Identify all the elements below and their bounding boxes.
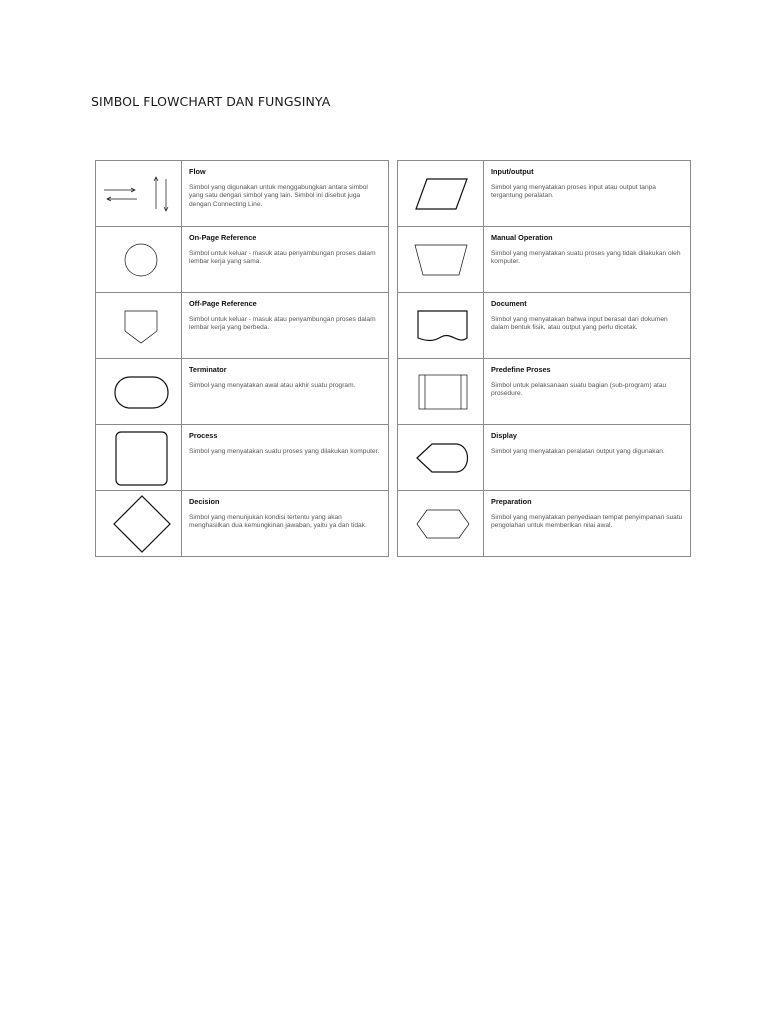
symbol-name: Off-Page Reference bbox=[189, 299, 257, 308]
description-cell bbox=[484, 161, 691, 227]
document-icon bbox=[401, 301, 481, 351]
table-row bbox=[96, 293, 389, 359]
on-page-reference-icon bbox=[99, 235, 179, 285]
table-row bbox=[398, 227, 691, 293]
description-cell bbox=[484, 359, 691, 425]
predefine-proses-icon bbox=[401, 367, 481, 417]
symbol-cell bbox=[398, 425, 484, 491]
input-output-icon bbox=[401, 169, 481, 219]
symbol-name: Display bbox=[491, 431, 517, 440]
description-cell bbox=[484, 227, 691, 293]
display-icon bbox=[401, 433, 481, 483]
manual-operation-icon bbox=[401, 235, 481, 285]
symbol-cell bbox=[96, 293, 182, 359]
table-row bbox=[398, 425, 691, 491]
symbol-cell bbox=[96, 227, 182, 293]
table-row bbox=[96, 359, 389, 425]
table-row bbox=[398, 491, 691, 557]
symbol-description: Simbol yang menyatakan peralatan output yang digunakan. bbox=[491, 448, 665, 455]
symbol-description: Simbol yang menyatakan penyediaan tempat penyimpanan suatu pengolahan untuk memberikan nilai awal. bbox=[491, 514, 683, 530]
symbol-description: Simbol yang digunakan untuk menggabungkan antara simbol yang satu dengan simbol yang lain. Simbol ini disebut juga dengan Connecting Line. bbox=[189, 184, 368, 208]
symbol-name: Flow bbox=[189, 167, 206, 176]
table-row bbox=[96, 491, 389, 557]
symbol-description: Simbol yang menyatakan suatu proses yang dilakukan komputer. bbox=[189, 448, 380, 455]
decision-icon bbox=[99, 493, 179, 555]
left-symbol-table bbox=[95, 160, 389, 557]
description-cell bbox=[182, 293, 389, 359]
table-row bbox=[398, 293, 691, 359]
process-icon bbox=[99, 428, 179, 488]
page-title: SIMBOL FLOWCHART DAN FUNGSINYA bbox=[91, 94, 331, 109]
table-row bbox=[96, 425, 389, 491]
symbol-cell bbox=[96, 161, 182, 227]
symbol-description: Simbol untuk keluar - masuk atau penyambungan proses dalam lembar kerja yang berbeda. bbox=[189, 316, 376, 332]
off-page-reference-icon bbox=[99, 301, 179, 351]
symbol-cell bbox=[96, 359, 182, 425]
table-row bbox=[96, 227, 389, 293]
description-cell bbox=[484, 293, 691, 359]
description-cell bbox=[484, 491, 691, 557]
symbol-description: Simbol untuk pelaksanaan suatu bagian (sub-program) atau prosedure. bbox=[491, 382, 667, 398]
symbol-cell bbox=[398, 359, 484, 425]
symbol-name: Terminator bbox=[189, 365, 227, 374]
symbol-name: Process bbox=[189, 431, 218, 440]
description-cell bbox=[484, 425, 691, 491]
symbol-cell bbox=[398, 161, 484, 227]
symbol-name: On-Page Reference bbox=[189, 233, 257, 242]
table-row bbox=[398, 359, 691, 425]
symbol-cell bbox=[96, 491, 182, 557]
symbol-name: Manual Operation bbox=[491, 233, 553, 242]
symbol-description: Simbol yang menyatakan proses input atau output tanpa tergantung peralatan. bbox=[491, 184, 656, 200]
symbol-cell bbox=[398, 491, 484, 557]
terminator-icon bbox=[99, 367, 179, 417]
symbol-cell bbox=[96, 425, 182, 491]
symbol-description: Simbol yang menyatakan awal atau akhir suatu program. bbox=[189, 382, 356, 389]
description-cell bbox=[182, 491, 389, 557]
symbol-name: Predefine Proses bbox=[491, 365, 551, 374]
description-cell bbox=[182, 161, 389, 227]
description-cell bbox=[182, 425, 389, 491]
symbol-description: Simbol untuk keluar - masuk atau penyambungan proses dalam lembar kerja yang sama. bbox=[189, 250, 376, 266]
symbol-name: Input/output bbox=[491, 167, 534, 176]
description-cell bbox=[182, 359, 389, 425]
flow-arrows-icon bbox=[99, 169, 179, 219]
table-row bbox=[96, 161, 389, 227]
symbol-description: Simbol yang menyatakan suatu proses yang tidak dilakukan oleh komputer. bbox=[491, 250, 681, 266]
symbol-description: Simbol yang menyatakan bahwa input berasal dari dokumen dalam bentuk fisik, atau output yang perlu dicetak. bbox=[491, 316, 668, 332]
symbol-cell bbox=[398, 227, 484, 293]
symbol-name: Decision bbox=[189, 497, 220, 506]
table-row bbox=[398, 161, 691, 227]
symbol-name: Preparation bbox=[491, 497, 532, 506]
symbol-name: Document bbox=[491, 299, 527, 308]
description-cell bbox=[182, 227, 389, 293]
symbol-description: Simbol yang menunjukan kondisi tertentu yang akan menghasilkan dua kemungkinan jawaban, yaitu ya dan tidak. bbox=[189, 514, 367, 530]
preparation-icon bbox=[401, 499, 481, 549]
right-symbol-table bbox=[397, 160, 691, 557]
symbol-cell bbox=[398, 293, 484, 359]
